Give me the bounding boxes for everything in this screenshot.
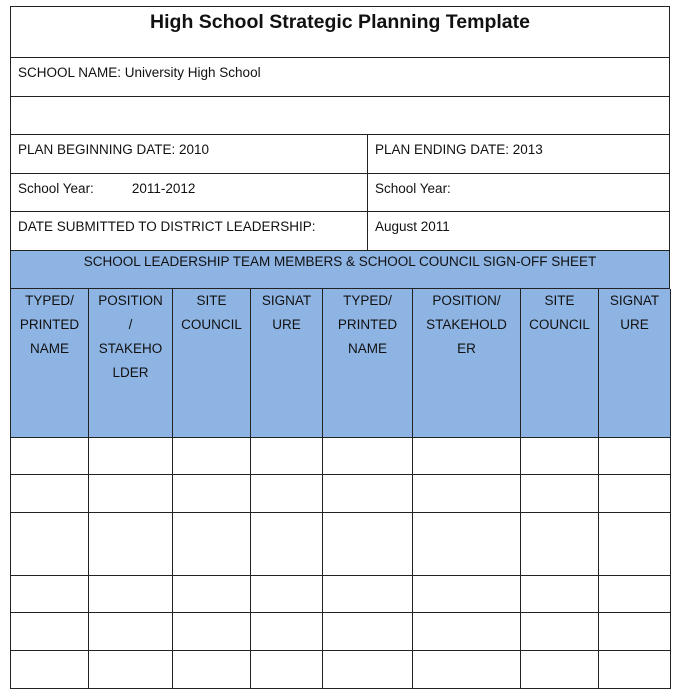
column-header <box>251 289 323 438</box>
date-submitted-row <box>10 212 670 251</box>
column-header-line: NAME <box>347 341 387 356</box>
signoff-cell[interactable] <box>89 475 173 513</box>
school-name-row <box>10 58 670 97</box>
column-header-line: / <box>128 317 133 332</box>
signoff-cell[interactable] <box>521 613 599 651</box>
signoff-cell[interactable] <box>413 475 521 513</box>
signoff-cell[interactable] <box>89 513 173 576</box>
signoff-cell[interactable] <box>599 613 671 651</box>
signoff-cell[interactable] <box>599 576 671 613</box>
school-year-row <box>10 174 670 212</box>
blank-field[interactable] <box>11 97 669 134</box>
column-header-line: POSITION/ <box>432 293 501 308</box>
signoff-cell[interactable] <box>11 438 89 475</box>
signoff-cell[interactable] <box>521 438 599 475</box>
signoff-cell[interactable] <box>323 576 413 613</box>
column-header-line: COUNCIL <box>181 317 242 332</box>
school-year-left-label: School Year: <box>18 181 94 196</box>
signoff-cell[interactable] <box>89 613 173 651</box>
school-year-right-field[interactable]: School Year: <box>375 181 451 196</box>
page-title: High School Strategic Planning Template <box>150 11 530 33</box>
column-header-line: SIGNAT <box>609 293 660 308</box>
column-header-line: PRINTED <box>337 317 398 332</box>
signoff-cell[interactable] <box>323 613 413 651</box>
signoff-cell[interactable] <box>11 475 89 513</box>
signoff-cell[interactable] <box>173 475 251 513</box>
signoff-cell[interactable] <box>251 613 323 651</box>
column-header <box>413 289 521 438</box>
signoff-cell[interactable] <box>323 651 413 689</box>
signoff-cell[interactable] <box>251 513 323 576</box>
title-row <box>10 6 670 58</box>
signoff-cell[interactable] <box>599 651 671 689</box>
signoff-cell[interactable] <box>11 651 89 689</box>
planning-template-sheet <box>10 6 670 689</box>
column-header-line: POSITION <box>98 293 163 308</box>
column-header-line: LDER <box>112 365 149 380</box>
column-header <box>521 289 599 438</box>
plan-dates-row <box>10 135 670 174</box>
signoff-cell[interactable] <box>11 613 89 651</box>
signoff-cell[interactable] <box>413 438 521 475</box>
signoff-cell[interactable] <box>89 651 173 689</box>
column-header-line: ER <box>457 341 476 356</box>
signoff-cell[interactable] <box>251 576 323 613</box>
signoff-cell[interactable] <box>521 651 599 689</box>
column-header <box>89 289 173 438</box>
signoff-cell[interactable] <box>251 438 323 475</box>
signoff-cell[interactable] <box>173 613 251 651</box>
column-header-line: URE <box>620 317 649 332</box>
signoff-banner: SCHOOL LEADERSHIP TEAM MEMBERS & SCHOOL COUNCIL SIGN-OFF SHEET <box>11 251 669 288</box>
signoff-cell[interactable] <box>173 438 251 475</box>
signoff-cell[interactable] <box>173 513 251 576</box>
signoff-cell[interactable] <box>413 613 521 651</box>
column-header <box>323 289 413 438</box>
column-header <box>11 289 89 438</box>
signoff-cell[interactable] <box>251 651 323 689</box>
plan-ending-date-field[interactable]: PLAN ENDING DATE: 2013 <box>375 142 543 157</box>
signoff-cell[interactable] <box>599 438 671 475</box>
signoff-cell[interactable] <box>413 651 521 689</box>
signoff-banner-row <box>10 251 670 289</box>
signoff-cell[interactable] <box>521 576 599 613</box>
signoff-cell[interactable] <box>413 576 521 613</box>
plan-beginning-date-field[interactable]: PLAN BEGINNING DATE: 2010 <box>11 135 368 173</box>
signoff-cell[interactable] <box>173 651 251 689</box>
signoff-table <box>10 289 670 689</box>
signoff-cell[interactable] <box>323 513 413 576</box>
signoff-cell[interactable] <box>173 576 251 613</box>
signoff-cell[interactable] <box>323 475 413 513</box>
school-year-left-value: 2011-2012 <box>131 181 196 196</box>
signoff-cell[interactable] <box>323 438 413 475</box>
signoff-cell[interactable] <box>521 475 599 513</box>
date-submitted-label: DATE SUBMITTED TO DISTRICT LEADERSHIP: <box>11 212 368 250</box>
column-header-line: TYPED/ <box>25 293 74 308</box>
column-header-line: STAKEHOLD <box>426 317 507 332</box>
column-header <box>599 289 671 438</box>
column-header-line: TYPED/ <box>343 293 392 308</box>
date-submitted-value[interactable]: August 2011 <box>375 219 450 234</box>
school-year-left-field[interactable] <box>11 174 368 211</box>
signoff-cell[interactable] <box>599 513 671 576</box>
column-header-line: COUNCIL <box>529 317 590 332</box>
signoff-cell[interactable] <box>599 475 671 513</box>
signoff-cell[interactable] <box>11 576 89 613</box>
column-header-line: STAKEHO <box>98 341 163 356</box>
blank-row <box>10 97 670 135</box>
column-header-line: URE <box>272 317 301 332</box>
school-name-field[interactable]: SCHOOL NAME: University High School <box>18 65 261 80</box>
column-header-line: PRINTED <box>19 317 80 332</box>
signoff-cell[interactable] <box>89 576 173 613</box>
column-header-line: NAME <box>29 341 69 356</box>
signoff-cell[interactable] <box>413 513 521 576</box>
signoff-cell[interactable] <box>11 513 89 576</box>
column-header-line: SITE <box>196 293 227 308</box>
signoff-cell[interactable] <box>251 475 323 513</box>
signoff-cell[interactable] <box>521 513 599 576</box>
column-header-line: SIGNAT <box>261 293 312 308</box>
column-header <box>173 289 251 438</box>
column-header-line: SITE <box>544 293 575 308</box>
signoff-cell[interactable] <box>89 438 173 475</box>
